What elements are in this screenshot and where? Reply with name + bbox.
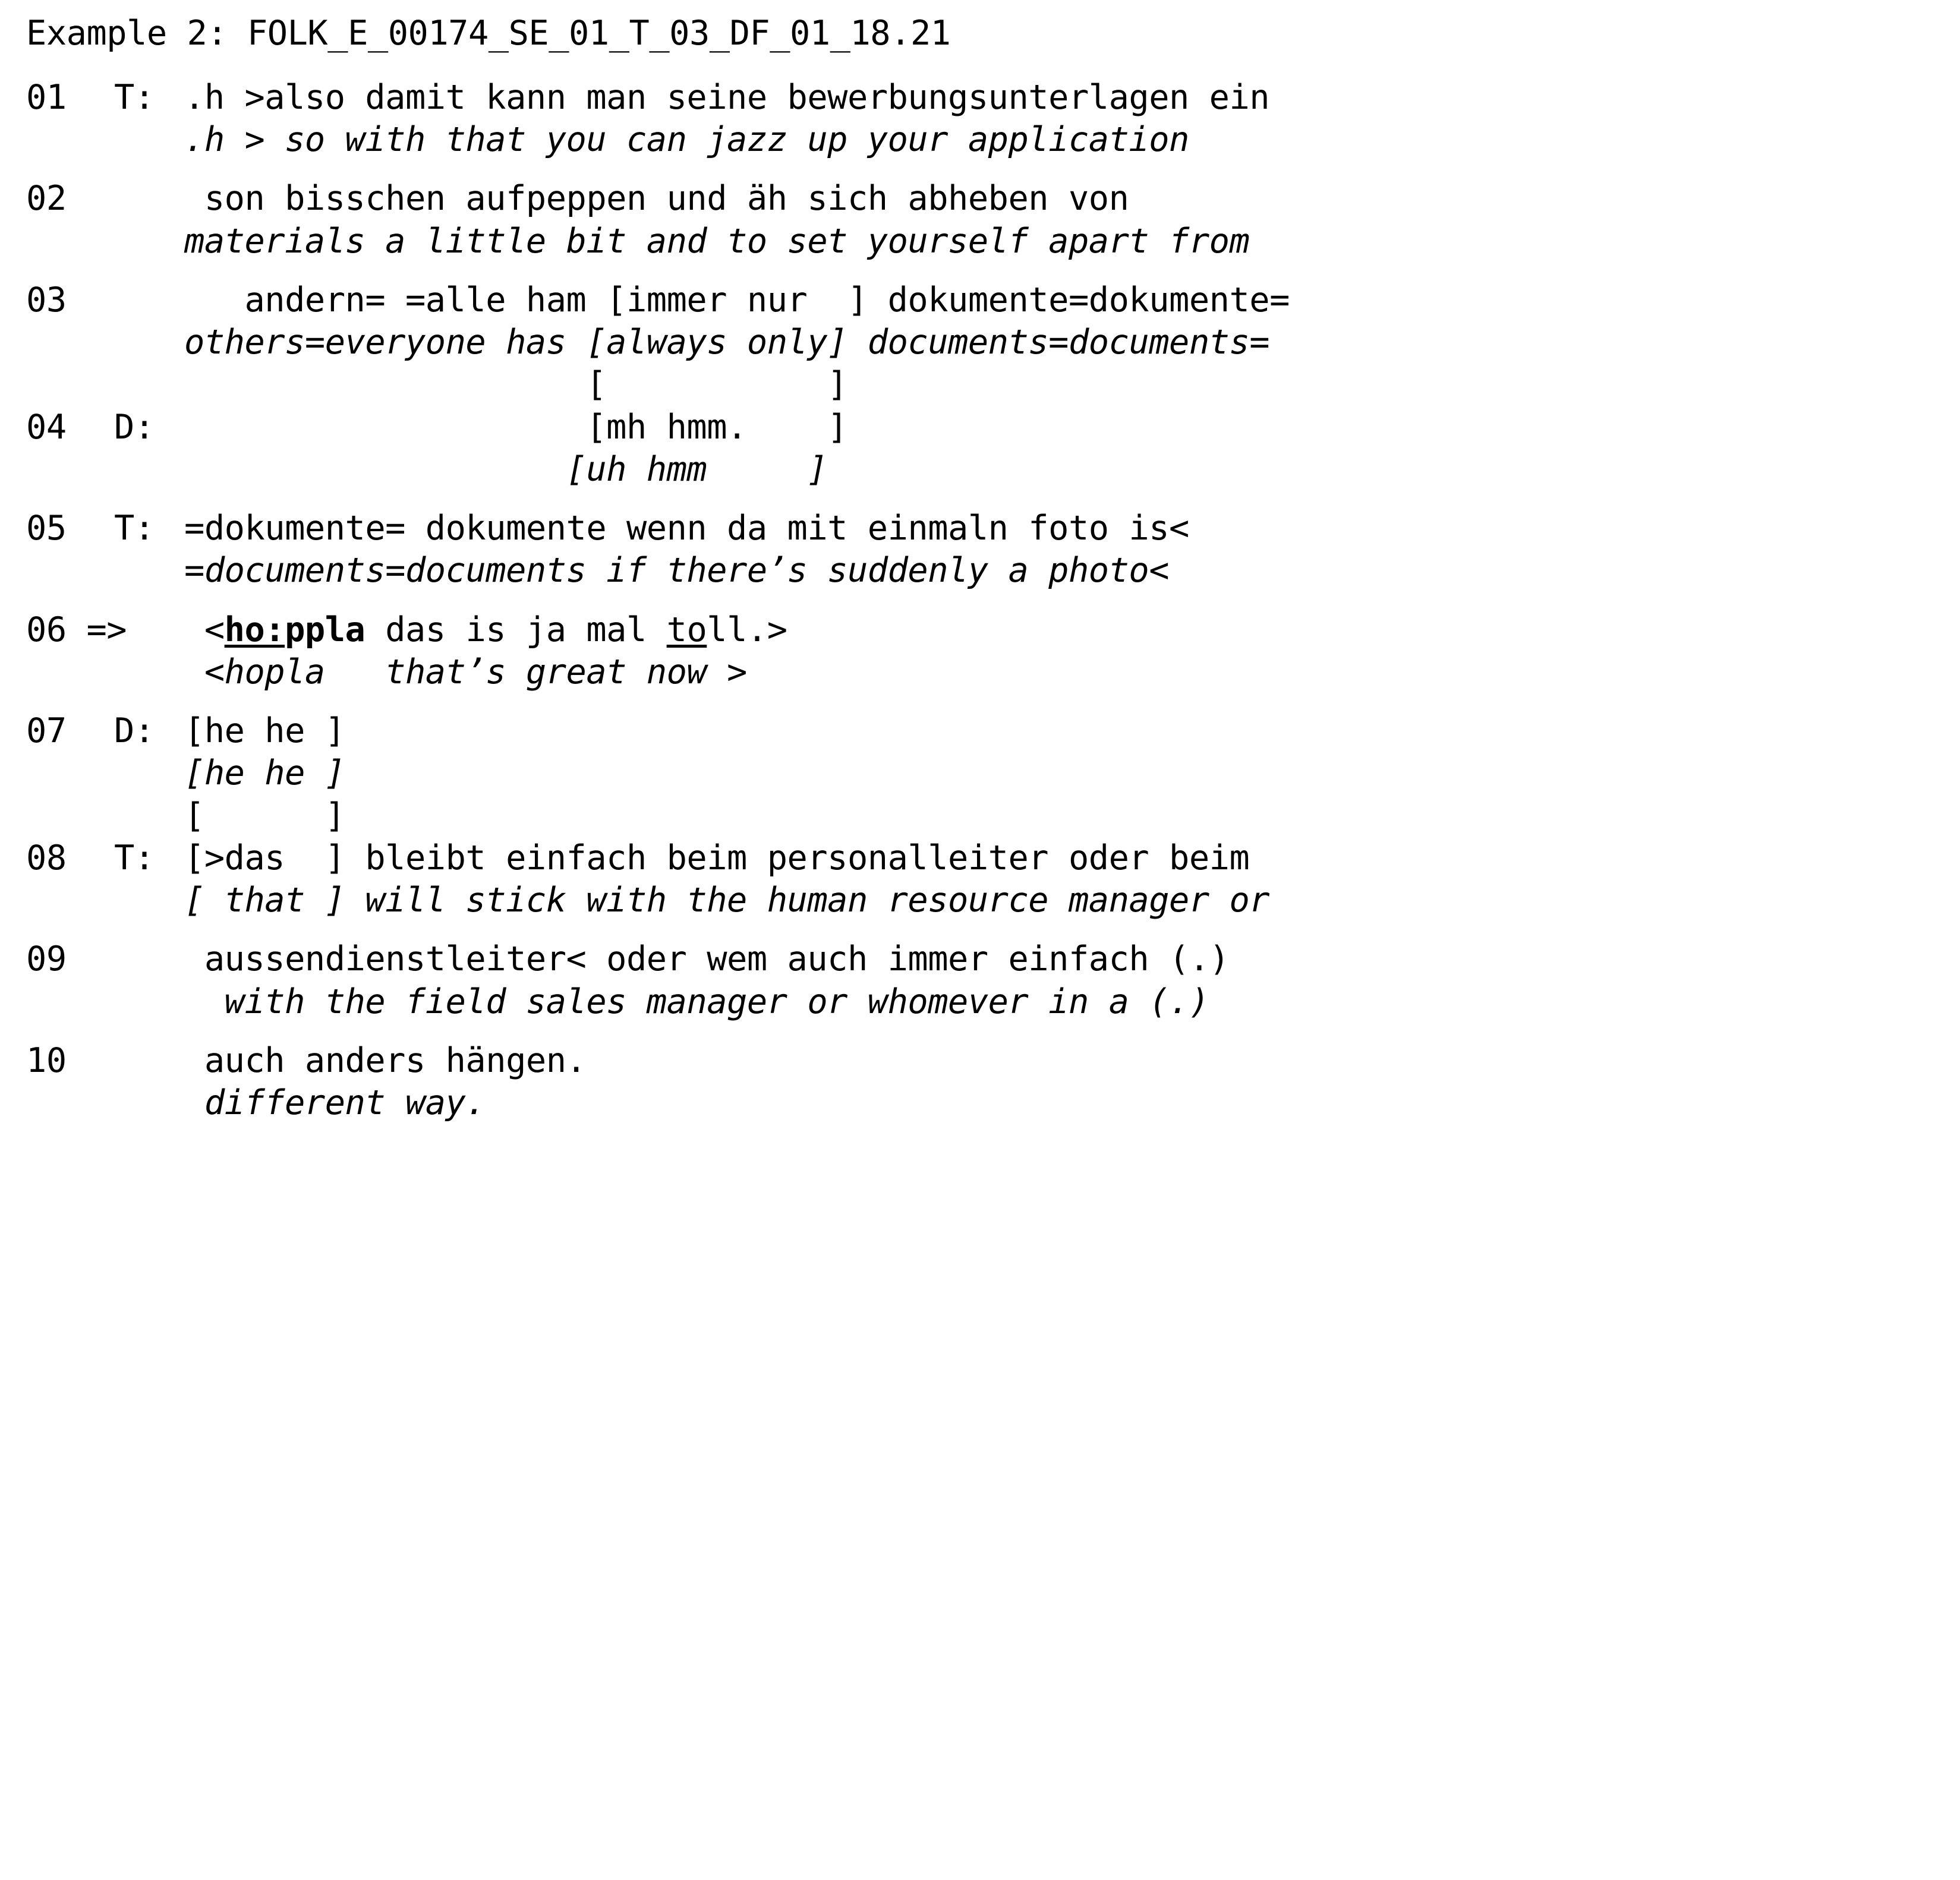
original-text: auch anders hängen.	[184, 1040, 587, 1080]
turn-number: 09	[26, 939, 67, 979]
transcript-original-row	[26, 279, 1960, 321]
transcript-turn	[26, 609, 1960, 694]
transcript-original-row	[26, 406, 1960, 449]
transcript-turn	[26, 178, 1960, 263]
gloss-text: others=everyone has [always only] documents=documents=	[184, 323, 1270, 362]
transcript-original-row	[26, 507, 1960, 550]
transcript-turn	[26, 938, 1960, 1023]
transcript-gloss-row	[26, 220, 1960, 263]
original-text-segment: to	[666, 610, 707, 649]
turn-number: 06 =>	[26, 610, 127, 649]
original-text-segment: <	[184, 610, 225, 649]
speaker-label: T:	[114, 77, 155, 117]
turn-number: 07	[26, 711, 67, 751]
gloss-text: [uh hmm ]	[184, 449, 828, 489]
speaker-label: T:	[114, 509, 155, 548]
transcript-turn-list	[26, 77, 1960, 1125]
transcript-turn	[26, 507, 1960, 592]
transcript-gloss-row	[26, 752, 1960, 794]
transcript-turn	[26, 710, 1960, 837]
transcript-turn	[26, 279, 1960, 406]
original-text: son bisschen aufpeppen und äh sich abheben von	[184, 179, 1129, 219]
page-title: Example 2: FOLK_E_00174_SE_01_T_03_DF_01_18.21	[26, 14, 951, 53]
turn-number: 04	[26, 407, 67, 447]
speaker-label: D:	[114, 711, 155, 751]
transcript-gloss-row	[26, 119, 1960, 161]
transcript-original-row	[26, 178, 1960, 220]
original-text: .h >also damit kann man seine bewerbungsunterlagen ein	[184, 77, 1270, 117]
transcript-gloss-row	[26, 879, 1960, 922]
overlap-bracket-row	[26, 364, 1960, 406]
original-text: [mh hmm. ]	[184, 407, 847, 447]
transcript-gloss-row	[26, 321, 1960, 364]
transcript-original-row	[26, 609, 1960, 651]
original-text: [>das ] bleibt einfach beim personalleiter oder beim	[184, 838, 1250, 878]
turn-number: 01	[26, 77, 67, 117]
gloss-text: =documents=documents if there’s suddenly a photo<	[184, 551, 1170, 591]
turn-number: 08	[26, 838, 67, 878]
turn-number: 02	[26, 179, 67, 219]
speaker-label: T:	[114, 838, 155, 878]
transcript-gloss-row	[26, 651, 1960, 693]
gloss-text: .h > so with that you can jazz up your application	[184, 120, 1189, 160]
gloss-text: [he he ]	[184, 753, 345, 793]
original-text: andern= =alle ham [immer nur ] dokumente=dokumente=	[184, 280, 1290, 320]
gloss-text: materials a little bit and to set yourself apart from	[184, 221, 1250, 261]
original-text: =dokumente= dokumente wenn da mit einmaln foto is<	[184, 509, 1189, 548]
transcript-turn	[26, 837, 1960, 922]
transcript-original-row	[26, 837, 1960, 879]
turn-number: 03	[26, 280, 67, 320]
overlap-bracket-row	[26, 795, 1960, 837]
transcript-gloss-row	[26, 550, 1960, 592]
transcript-turn	[26, 1040, 1960, 1125]
transcript-gloss-row	[26, 981, 1960, 1023]
original-text: aussendienstleiter< oder wem auch immer einfach (.)	[184, 939, 1230, 979]
transcript-gloss-row	[26, 449, 1960, 491]
original-text-segment: das is ja mal	[365, 610, 667, 649]
gloss-text: with the field sales manager or whomever in a (.)	[184, 982, 1209, 1021]
transcript-turn	[26, 77, 1960, 162]
gloss-text: different way.	[184, 1083, 486, 1123]
gloss-text: [ that ] will stick with the human resource manager or	[184, 881, 1270, 920]
transcript-original-row	[26, 710, 1960, 752]
transcript-original-row	[26, 938, 1960, 980]
speaker-label: D:	[114, 407, 155, 447]
original-text: [he he ]	[184, 711, 345, 751]
transcript-original-row	[26, 1040, 1960, 1082]
transcript-turn	[26, 406, 1960, 491]
turn-number: 10	[26, 1040, 67, 1080]
gloss-text: <hopla that’s great now >	[184, 652, 747, 692]
original-text-segment: ll.>	[707, 610, 787, 649]
turn-number: 05	[26, 509, 67, 548]
overlap-bracket-text: [ ]	[184, 365, 847, 405]
original-text-segment: ho:	[224, 610, 285, 649]
overlap-bracket-text: [ ]	[184, 796, 345, 835]
original-text-segment: ppla	[285, 610, 365, 649]
transcript-original-row	[26, 77, 1960, 119]
transcript-gloss-row	[26, 1082, 1960, 1124]
original-text	[184, 609, 787, 651]
